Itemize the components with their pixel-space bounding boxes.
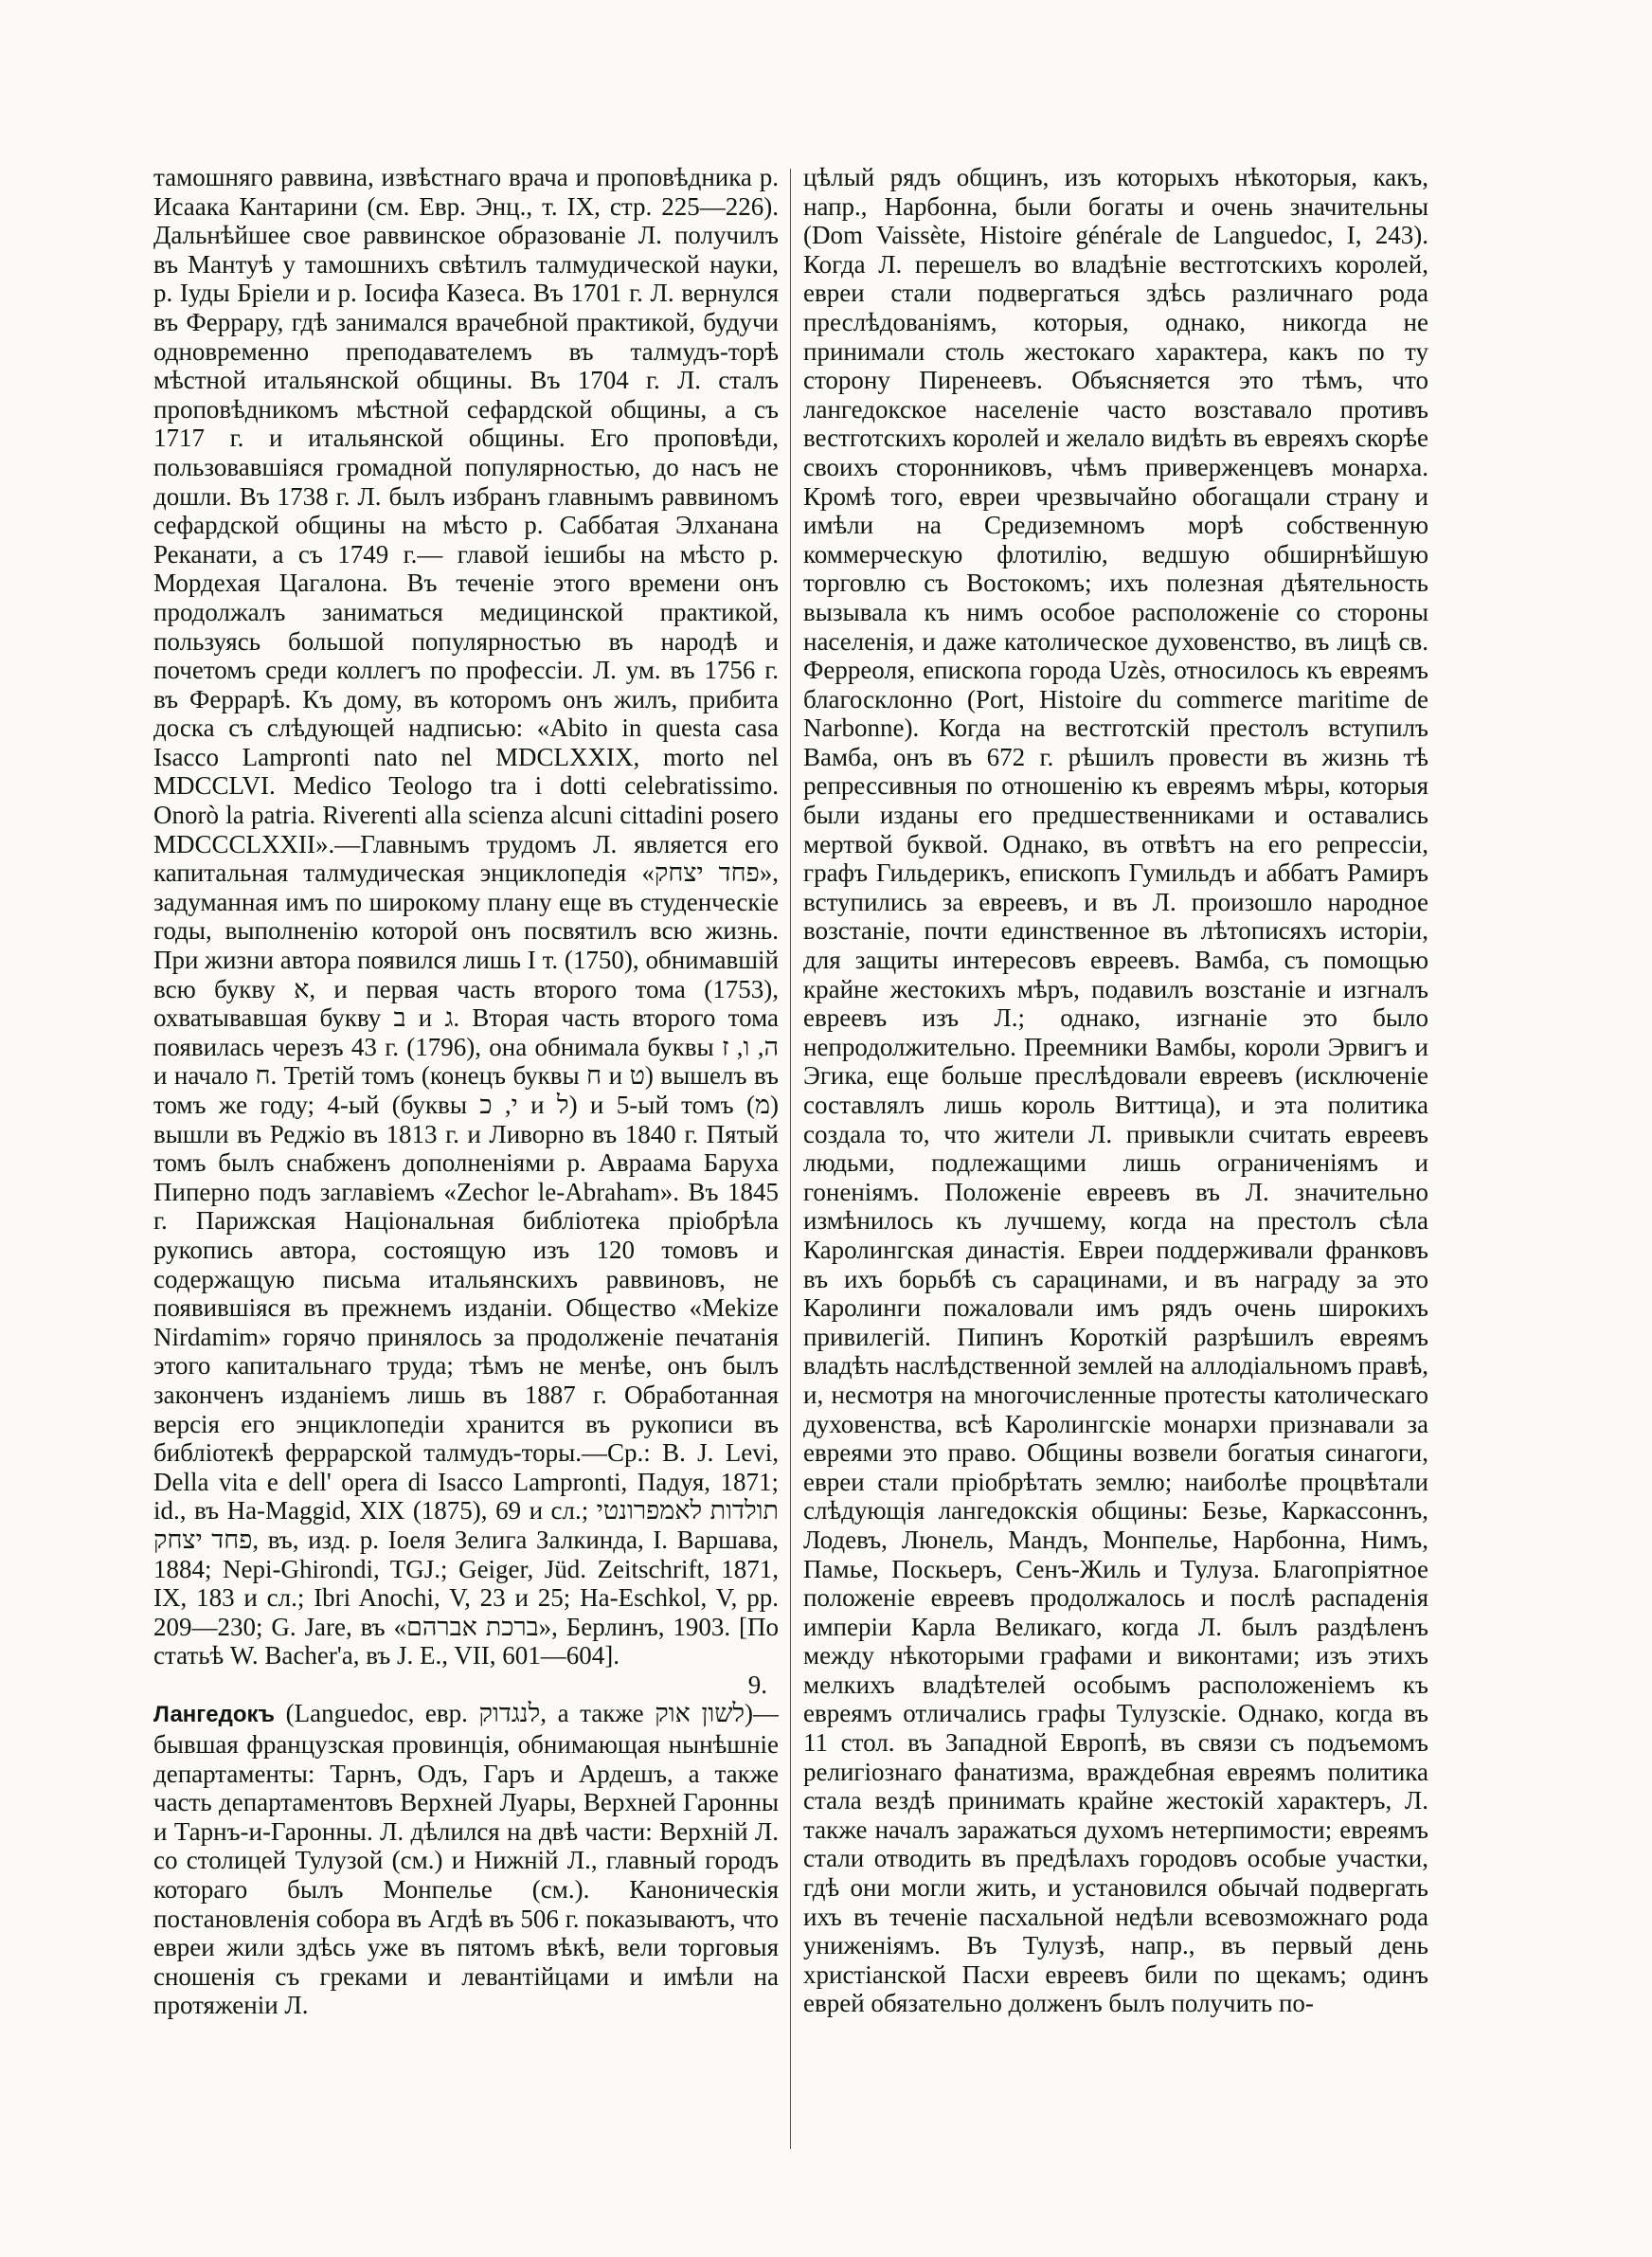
author-signature: 9.: [747, 1670, 767, 1699]
column-divider: [790, 169, 791, 2149]
languedoc-text-right: цѣлый рядъ общинъ, изъ которыхъ нѣкоторыя, какъ, напр., Нарбонна, были богаты и очень значительны (Dom Vaissète, Histoire générale de Languedoc, I, 243). Когда Л. перешелъ во владѣніе вестготскихъ королей, евреи стали подвергаться здѣсь различнаго рода преслѣдованіямъ, которыя, однако, никогда не принимали столь жестокаго характера, какъ по ту сторону Пиренеевъ. Объясняется это тѣмъ, что лангедокское населеніе часто возставало противъ вестготскихъ королей и желало видѣть въ евреяхъ скорѣе своихъ сторонниковъ, чѣмъ приверженцевъ монарха. Кромѣ того, евреи чрезвычайно обогащали страну и имѣли на Средиземномъ морѣ собственную коммерческую флотилію, ведшую обширнѣйшую торговлю съ Востокомъ; ихъ полезная дѣятельность вызывала къ нимъ особое расположеніе со стороны населенія, и даже католическое духовенство, въ лицѣ св. Ферреоля, епископа города Uzès, относилось къ евреямъ благосклонно (Port, Histoire du commerce maritime de Narbonne). Когда на вестготскій престолъ вступилъ Вамба, онъ въ 672 г. рѣшилъ провести въ жизнь тѣ репрессивныя по отношенію къ евреямъ мѣры, которыя были изданы его предшественниками и оставались мертвой буквой. Однако, въ отвѣтъ на его репрессіи, графъ Гильдерикъ, епископъ Гумильдъ и аббатъ Рамиръ вступились за евреевъ, и въ Л. произошло народное возстаніе, почти единственное въ лѣтописяхъ исторіи, для защиты интересовъ евреевъ. Вамба, съ помощью крайне жестокихъ мѣръ, подавилъ возстаніе и изгналъ евреевъ изъ Л.; однако, изгнаніе это было непродолжительно. Преемники Вамбы, короли Эрвигъ и Эгика, еще больше преслѣдовали евреевъ (исключеніе составлялъ лишь король Виттица), и эта политика создала то, что жители Л. привыкли считать евреевъ людьми, подлежащими лишь ограниченіямъ и гоненіямъ. Положеніе евреевъ въ Л. значительно измѣнилось къ лучшему, когда на престолъ сѣла Каролингская династія. Евреи поддерживали франковъ въ ихъ борьбѣ съ сарацинами, и въ награду за это Каролинги пожаловали имъ рядъ очень широкихъ привилегій. Пипинъ Короткій разрѣшилъ евреямъ владѣть наслѣдственной землей на аллодіальномъ правѣ, и, несмотря на многочисленные протесты католическаго духовенства, всѣ Каролингскіе монархи признавали за евреями это право. Общины возвели богатыя синагоги, евреи стали пріобрѣтать землю; наиболѣе процвѣтали слѣдующія лангедокскія общины: Безье, Каркассоннъ, Лодевъ, Люнель, Мандъ, Монпелье, Нарбонна, Нимъ, Памье, Поскьеръ, Сенъ-Жиль и Тулуза. Благопріятное положеніе евреевъ продолжалось и послѣ распаденія имперіи Карла Великаго, когда Л. былъ раздѣленъ между нѣкоторыми графами и виконтами; изъ этихъ мелкихъ владѣтелей особымъ расположеніемъ къ евреямъ отличались графы Тулузскіе. Однако, когда въ 11 стол. въ Западной Европѣ, въ связи съ подъемомъ религіознаго фанатизма, враждебная евреямъ политика стала вездѣ принимать крайне жестокій характеръ, Л. также началъ заражаться духомъ нетерпимости; евреямъ стали отводить въ предѣлахъ городовъ особые участки, гдѣ они могли жить, и установился обычай подвергать ихъ въ теченіе пасхальной недѣли всевозможнаго рода униженіямъ. Въ Тулузѣ, напр., въ первый день христіанской Пасхи евреевъ били по щекамъ; одинъ еврей обязательно долженъ былъ получить по-: [803, 163, 1428, 2018]
article-lampronti-text: тамошняго раввина, извѣстнаго врача и проповѣдника р. Исаака Кантарини (см. Евр. Энц., т. IX, стр. 225—226). Дальнѣйшее свое раввинское образованіе Л. получилъ въ Мантуѣ у тамошнихъ свѣтилъ талмудической науки, р. Іуды Бріели и р. Іосифа Казеса. Въ 1701 г. Л. вернулся въ Феррару, гдѣ занимался врачебной практикой, будучи одновременно преподавателемъ въ талмудъ-торѣ мѣстной итальянской общины. Въ 1704 г. Л. сталъ проповѣдникомъ мѣстной сефардской общины, а съ 1717 г. и итальянской общины. Его проповѣди, пользовавшіяся громадной популярностью, до насъ не дошли. Въ 1738 г. Л. былъ избранъ главнымъ раввиномъ сефардской общины на мѣсто р. Саббатая Элханана Реканати, а съ 1749 г.— главой iешибы на мѣсто р. Мордехая Цагалона. Въ теченіе этого времени онъ продолжалъ заниматься медицинской практикой, пользуясь большой популярностью въ народѣ и почетомъ среди коллегъ по профессіи. Л. ум. въ 1756 г. въ Феррарѣ. Къ дому, въ которомъ онъ жилъ, прибита доска съ слѣдующей надписью: «Abito in questa casa Isacco Lampronti nato nel MDCLXXIX, morto nel MDCCLVI. Medico Teologo tra i dotti celebratissimo. Onorò la patria. Riverenti alla scienza alcuni cittadini posero MDCCCLXXII».—Главнымъ трудомъ Л. является его капитальная талмудическая энциклопедія «פחד יצחק», задуманная имъ по широкому плану еще въ студенческіе годы, выполненію которой онъ посвятилъ всю жизнь. При жизни автора появился лишь I т. (1750), обнимавшій всю букву א, и первая часть второго тома (1753), охватывавшая букву ב и ג. Вторая часть второго тома появилась черезъ 43 г. (1796), она обнимала буквы ה, ו, ז и начало ח. Третій томъ (конецъ буквы ח и ט) вышелъ въ томъ же году; 4-ый (буквы י, כ и ל) и 5-ый томъ (מ) вышли въ Реджіо въ 1813 г. и Ливорно въ 1840 г. Пятый томъ былъ снабженъ дополненіями р. Авраама Баруха Пиперно подъ заглавіемъ «Zechor le-Abraham». Въ 1845 г. Парижская Національная библіотека пріобрѣла рукопись автора, состоящую изъ 120 томовъ и содержащую письма итальянскихъ раввиновъ, не появившіяся въ прежнемъ изданіи. Общество «Mekize Nirdamim» горячо принялось за продолженіе печатанія этого капитальнаго труда; тѣмъ не менѣе, онъ былъ законченъ изданіемъ лишь въ 1887 г. Обработанная версія его энциклопедіи хранится въ рукописи въ библіотекѣ феррарской талмудъ-торы.—Ср.: B. J. Levi, Della vita e dell' opera di Isacco Lampronti, Падуя, 1871; id., въ Ha-Maggid, XIX (1875), 69 и сл.; תולדות לאמפרונטי ,פחד יצחק въ, изд. р. Іоеля Зелига Залкинда, I. Варшава, 1884; Nepi-Ghirondi, TGJ.; Geiger, Jüd. Zeitschrift, 1871, IX, 183 и сл.; Ibri Anochi, V, 23 и 25; Ha-Eschkol, V, pp. 209—230; G. Jare, въ «ברכת אברהם», Берлинъ, 1903. [По статьѣ W. Bacher'a, въ J. E., VII, 601—604].: [153, 163, 779, 1670]
article-languedoc-start: [153, 1699, 779, 2020]
headword-languedoc: Лангедокъ: [153, 1702, 276, 1728]
languedoc-text-left: (Languedoc, евр. לנגדוק, а также לשון אוק)—бывшая французская провинція, обнимающая нынѣшніе департаменты: Тарнъ, Одъ, Гаръ и Ардешъ, а также часть департаментовъ Верхней Луары, Верхней Гаронны и Тарнъ-и-Гаронны. Л. дѣлился на двѣ части: Верхній Л. со столицей Тулузой (см.) и Нижній Л., главный городъ котораго былъ Монпелье (см.). Каноническія постановленія собора въ Агдѣ въ 506 г. показываютъ, что евреи жили здѣсь уже въ пятомъ вѣкѣ, вели торговыя сношенія съ греками и левантійцами и имѣли на протяженіи Л.: [153, 1699, 779, 2020]
left-column: [153, 163, 779, 2153]
right-column: [803, 163, 1428, 2153]
